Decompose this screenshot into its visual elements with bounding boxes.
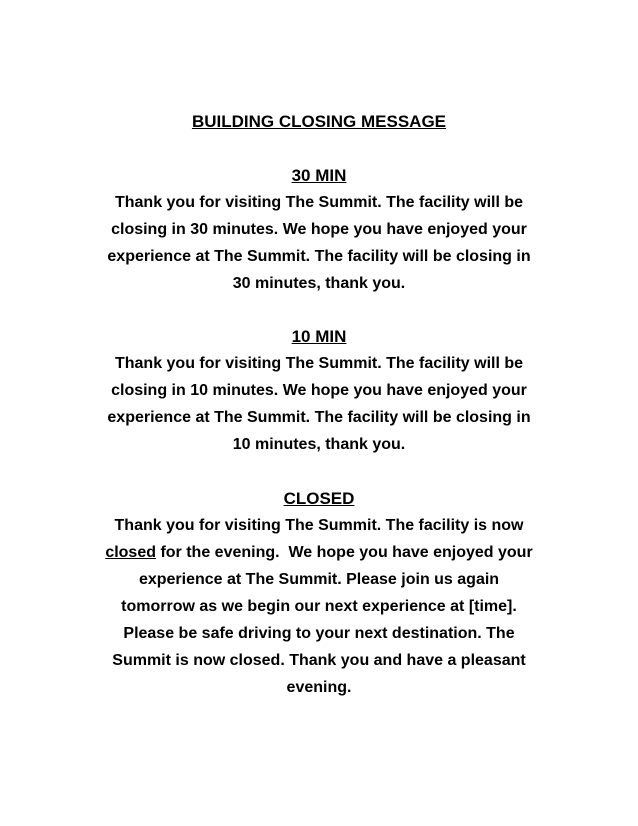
paragraph-line: closing in 10 minutes. We hope you have enjoyed your (111, 382, 527, 399)
paragraph-line: 10 minutes, thank you. (232, 436, 406, 453)
paragraph-line: closing in 30 minutes. We hope you have enjoyed your (111, 221, 527, 238)
paragraph-line: Please be safe driving to your next destination. The (123, 625, 515, 642)
paragraph-line: Thank you for visiting The Summit. The facility will be (114, 355, 524, 372)
paragraph-line: experience at The Summit. The facility will be closing in (107, 409, 531, 426)
section-body-closed (60, 512, 578, 701)
paragraph-line: tomorrow as we begin our next experience at [time]. (121, 598, 517, 615)
closed-underlined-word: closed (105, 544, 156, 561)
paragraph-line (60, 539, 578, 566)
paragraph-line: 30 minutes, thank you. (232, 275, 406, 292)
section-heading-30-min: 30 MIN (291, 166, 347, 185)
paragraph-line: Thank you for visiting The Summit. The facility is now (114, 517, 524, 534)
paragraph-line: evening. (286, 679, 352, 696)
section-body-30-min (60, 189, 578, 297)
section-heading-closed: CLOSED (283, 489, 355, 508)
section-heading-10-min: 10 MIN (291, 327, 347, 346)
document-title: BUILDING CLOSING MESSAGE (191, 112, 447, 131)
section-body-10-min (60, 350, 578, 458)
paragraph-line: experience at The Summit. The facility will be closing in (107, 248, 531, 265)
paragraph-line: experience at The Summit. Please join us again (138, 571, 500, 588)
paragraph-line: Thank you for visiting The Summit. The facility will be (114, 194, 524, 211)
paragraph-line-text: for the evening. We hope you have enjoyed your (156, 544, 533, 561)
paragraph-line: Summit is now closed. Thank you and have a pleasant (112, 652, 526, 669)
